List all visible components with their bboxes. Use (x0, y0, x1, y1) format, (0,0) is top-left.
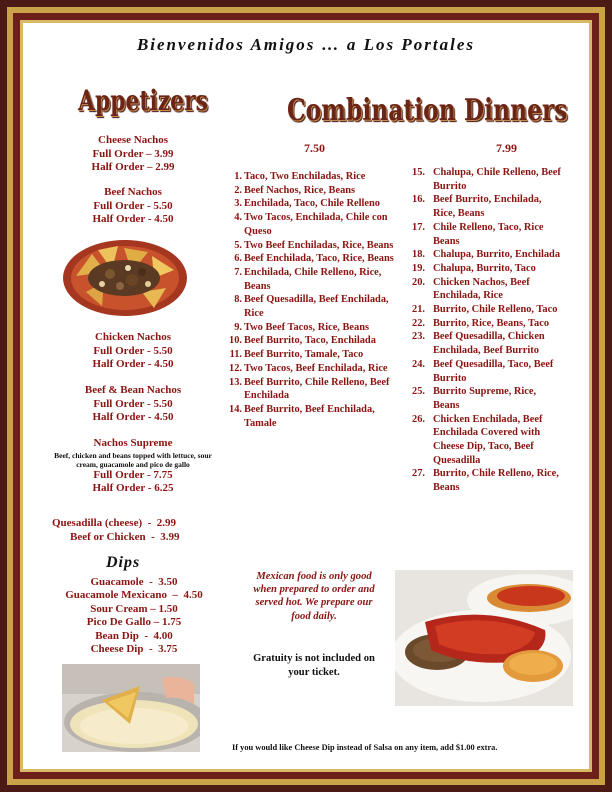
cheese-dip-photo (62, 664, 200, 752)
dips-title: Dips (106, 554, 141, 571)
price-line: Half Order - 4.50 (92, 358, 174, 370)
combo-description: Chicken Nachos, Beef Enchilada, Rice (433, 276, 530, 302)
combo-item (224, 403, 396, 430)
combo-description: Chalupa, Chile Relleno, Beef Burrito (433, 167, 561, 192)
combo-item (224, 321, 396, 335)
combo-item (409, 193, 565, 220)
combo-number: 16. (412, 194, 425, 206)
combo-number: 24. (412, 358, 425, 370)
combo-item (224, 197, 396, 211)
combo-description: Two Tacos, Beef Enchilada, Rice (244, 362, 388, 374)
combo-number: 5. (234, 239, 242, 251)
combo-number: 19. (412, 262, 425, 274)
combo-item (409, 317, 565, 331)
combo-description: Burrito, Rice, Beans, Taco (433, 317, 550, 329)
price-7-50: 7.50 (304, 141, 325, 155)
combo-item (224, 376, 396, 403)
appetizer-group-beef-bean-nachos (38, 384, 228, 425)
combo-item (224, 362, 396, 376)
combo-number: 11. (229, 349, 242, 361)
combo-number: 1. (234, 171, 242, 182)
combo-description: Chile Relleno, Taco, Rice Beans (433, 221, 544, 247)
dip-item: Guacamole - 3.50 (90, 576, 178, 588)
appetizer-name: Beef & Bean Nachos (84, 384, 182, 396)
combo-item (224, 239, 396, 253)
price-line: Full Order - 5.50 (93, 199, 173, 212)
combo-number: 2. (234, 184, 242, 196)
appetizer-group-cheese-nachos (38, 134, 228, 175)
combo-description: Beef Burrito, Chile Relleno, Beef Enchilada (244, 376, 390, 402)
combo-item (224, 293, 396, 320)
combo-item (224, 334, 396, 348)
appetizer-group-chicken-nachos (38, 331, 228, 372)
combo-number: 8. (234, 294, 242, 306)
price-line: Half Order - 4.50 (92, 411, 174, 423)
combo-number: 26. (412, 413, 425, 425)
appetizer-name: Beef Nachos (104, 186, 162, 198)
combo-description: Beef Burrito, Beef Enchilada, Tamale (244, 403, 375, 429)
appetizer-name: Cheese Nachos (98, 134, 168, 146)
combo-number: 10. (229, 335, 242, 347)
cheese-dip-footer-note: If you would like Cheese Dip instead of Salsa on any item, add $1.00 extra. (232, 743, 498, 752)
combo-description: Burrito Supreme, Rice, Beans (433, 386, 537, 411)
price-line: Half Order - 4.50 (92, 213, 174, 225)
combo-item (409, 248, 565, 262)
combo-description: Beef Burrito, Enchilada, Rice, Beans (433, 194, 542, 220)
combo-description: Beef Quesadilla, Chicken Enchilada, Beef Burrito (433, 331, 545, 357)
combo-description: Beef Quesadilla, Taco, Beef Burrito (433, 358, 554, 384)
combo-item (409, 303, 565, 317)
combo-description: Chalupa, Burrito, Enchilada (433, 249, 561, 261)
price-7-99: 7.99 (496, 141, 517, 155)
combo-item (224, 348, 396, 362)
combo-number: 15. (412, 167, 425, 178)
combo-list-left (224, 170, 396, 430)
combo-description: Two Beef Tacos, Rice, Beans (244, 321, 370, 333)
price-line: Full Order - 5.50 (93, 344, 173, 357)
welcome-header: Bienvenidos Amigos … a Los Portales (136, 35, 476, 54)
combo-description: Chalupa, Burrito, Taco (433, 262, 536, 274)
nachos-illustration (62, 236, 188, 318)
appetizer-group-nachos-supreme (38, 437, 228, 496)
combo-number: 9. (234, 321, 242, 333)
combo-number: 4. (234, 212, 242, 224)
combo-number: 14. (229, 403, 242, 415)
dip-item: Sour Cream – 1.50 (90, 602, 178, 615)
combo-description: Beef Quesadilla, Beef Enchilada, Rice (244, 294, 389, 320)
combo-description: Enchilada, Taco, Chile Relleno (244, 198, 380, 210)
appetizer-group-beef-nachos (38, 186, 228, 227)
dips-list (36, 576, 232, 656)
price-line: Full Order – 3.99 (92, 147, 174, 160)
combo-item (409, 276, 565, 303)
combo-item (409, 467, 565, 494)
combo-number: 27. (412, 468, 425, 480)
enchilada-plate-photo (395, 570, 573, 706)
combo-list-right (409, 166, 565, 495)
combo-number: 6. (234, 253, 242, 265)
combo-item (224, 266, 396, 293)
enchilada-plate-illustration (395, 570, 573, 706)
price-line: Full Order - 5.50 (93, 397, 173, 410)
appetizer-name: Nachos Supreme (93, 437, 173, 449)
combo-number: 18. (412, 249, 425, 261)
combo-description: Burrito, Chile Relleno, Rice, Beans (433, 468, 559, 494)
quesadilla-cheese-price: Quesadilla (cheese) - 2.99 (52, 517, 177, 529)
combo-item (224, 252, 396, 266)
dip-item: Guacamole Mexicano – 4.50 (65, 589, 203, 602)
combo-description: Beef Burrito, Taco, Enchilada (244, 335, 376, 347)
combo-description: Two Tacos, Enchilada, Chile con Queso (244, 212, 388, 237)
mexican-food-note: Mexican food is only good when prepared to order and served hot. We prepare our food daily. (253, 571, 375, 622)
combo-description: Beef Burrito, Tamale, Taco (244, 349, 364, 361)
combo-description: Two Beef Enchiladas, Rice, Beans (244, 239, 394, 251)
price-line: Half Order – 2.99 (91, 161, 175, 173)
combo-number: 21. (412, 304, 425, 316)
combo-number: 20. (412, 276, 425, 288)
combo-item (409, 413, 565, 468)
nachos-photo (62, 236, 188, 318)
combo-item (409, 358, 565, 385)
cheese-dip-illustration (62, 664, 200, 752)
combination-title: Combination Dinners (287, 93, 568, 128)
combo-number: 12. (229, 362, 242, 374)
combo-number: 3. (234, 198, 242, 210)
combo-number: 7. (234, 266, 242, 278)
supreme-description: Beef, chicken and beans topped with lettuce, sour cream, guacamole and pico de gallo (54, 450, 212, 469)
combo-description: Enchilada, Chile Relleno, Rice, Beans (244, 266, 382, 292)
appetizer-name: Chicken Nachos (94, 331, 172, 343)
gratuity-note: Gratuity is not included on your ticket. (253, 653, 375, 678)
combo-item (224, 211, 396, 238)
quesadilla-meat-price: Beef or Chicken - 3.99 (70, 531, 180, 543)
dip-item: Cheese Dip - 3.75 (90, 643, 178, 656)
dip-item: Bean Dip - 4.00 (95, 629, 173, 642)
combo-description: Burrito, Chile Relleno, Taco (433, 304, 558, 316)
dip-item: Pico De Gallo – 1.75 (86, 616, 182, 629)
combo-number: 17. (412, 221, 425, 233)
combo-number: 13. (229, 376, 242, 388)
price-line: Half Order - 6.25 (92, 482, 174, 494)
combo-number: 22. (412, 317, 425, 329)
combo-item (409, 330, 565, 357)
appetizers-title: Appetizers (78, 84, 208, 117)
combo-description: Chicken Enchilada, Beef Enchilada Covered with Cheese Dip, Taco, Beef Quesadilla (433, 413, 543, 466)
combo-description: Beef Nachos, Rice, Beans (244, 184, 356, 196)
combo-number: 23. (412, 331, 425, 343)
combo-description: Beef Enchilada, Taco, Rice, Beans (244, 253, 394, 265)
combo-number: 25. (412, 386, 425, 398)
price-line: Full Order - 7.75 (93, 468, 173, 481)
combo-item (409, 385, 565, 412)
combo-item (224, 170, 396, 184)
combo-item (409, 221, 565, 248)
combo-item (409, 166, 565, 193)
combo-item (409, 262, 565, 276)
combo-item (224, 184, 396, 198)
combo-description: Taco, Two Enchiladas, Rice (244, 171, 366, 182)
